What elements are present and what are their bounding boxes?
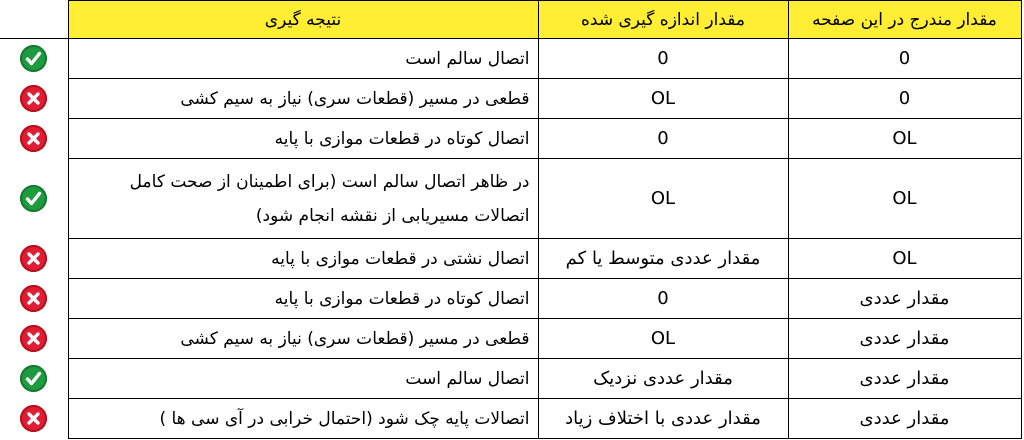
result-cell: اتصال کوتاه در قطعات موازی با پایه [68,279,538,319]
status-cell [0,359,68,399]
table-row [0,279,1021,319]
measured-value-cell: OL [538,79,788,119]
table-row [0,399,1021,439]
header-measured-value: مقدار اندازه گیری شده [538,1,788,39]
cross-icon [20,285,47,312]
page-value-cell: مقدار عددی [788,319,1021,359]
table-row [0,39,1021,79]
cross-icon [20,245,47,272]
status-cell [0,239,68,279]
status-cell [0,279,68,319]
page-value-cell: OL [788,239,1021,279]
cross-icon [20,125,47,152]
result-cell: اتصالات پایه چک شود (احتمال خرابی در آی سی ها ) [68,399,538,439]
result-cell: اتصال کوتاه در قطعات موازی با پایه [68,119,538,159]
header-status-blank [0,1,68,39]
measured-value-cell: OL [538,159,788,239]
page-value-cell: OL [788,159,1021,239]
header-page-value: مقدار مندرج در این صفحه [788,1,1021,39]
measured-value-cell: مقدار عددی با اختلاف زیاد [538,399,788,439]
measured-value-cell: OL [538,319,788,359]
cross-icon [20,85,47,112]
result-cell: اتصال سالم است [68,39,538,79]
page-value-cell: 0 [788,39,1021,79]
page-value-cell: مقدار عددی [788,359,1021,399]
page-value-cell: 0 [788,79,1021,119]
check-icon [20,185,47,212]
result-cell [68,159,538,239]
result-cell: قطعی در مسیر (قطعات سری) نیاز به سیم کشی [68,319,538,359]
measured-value-cell: مقدار عددی نزدیک [538,359,788,399]
measured-value-cell: 0 [538,39,788,79]
status-cell [0,39,68,79]
result-cell: اتصال نشتی در قطعات موازی با پایه [68,239,538,279]
measured-value-cell: 0 [538,279,788,319]
page-value-cell: مقدار عددی [788,399,1021,439]
table-row [0,239,1021,279]
cross-icon [20,325,47,352]
status-cell [0,399,68,439]
result-line-2: اتصالات مسیریابی از نقشه انجام شود) [255,205,530,226]
table-row [0,79,1021,119]
table-row [0,319,1021,359]
header-result: نتیجه گیری [68,1,538,39]
table-row [0,119,1021,159]
table-row [0,159,1021,239]
check-icon [20,45,47,72]
check-icon [20,365,47,392]
measured-value-cell: مقدار عددی متوسط یا کم [538,239,788,279]
table-row [0,359,1021,399]
measured-value-cell: 0 [538,119,788,159]
status-cell [0,79,68,119]
header-row [0,1,1021,39]
result-cell: قطعی در مسیر (قطعات سری) نیاز به سیم کشی [68,79,538,119]
page-value-cell: OL [788,119,1021,159]
result-cell: اتصال سالم است [68,359,538,399]
status-cell [0,319,68,359]
status-cell [0,159,68,239]
cross-icon [20,405,47,432]
result-line-1: در ظاهر اتصال سالم است (برای اطمینان از صحت کامل [129,171,530,192]
page-value-cell: مقدار عددی [788,279,1021,319]
status-cell [0,119,68,159]
